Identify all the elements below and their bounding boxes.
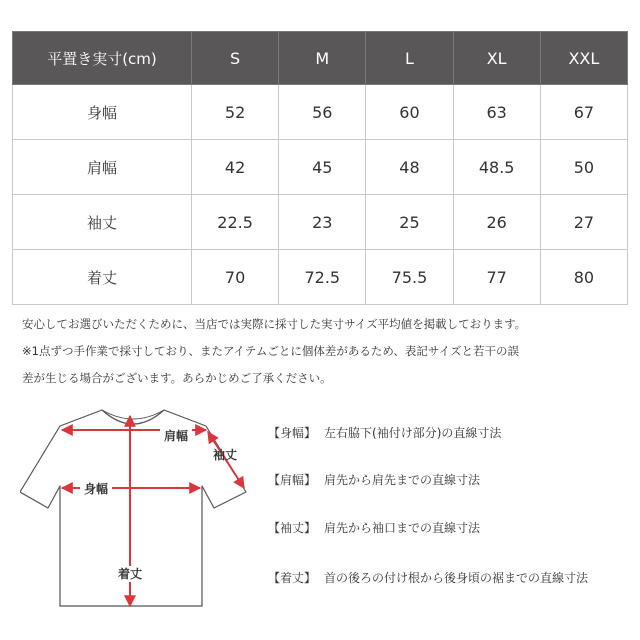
table-row bbox=[13, 250, 628, 305]
table-cell: 63 bbox=[453, 85, 540, 140]
header-size-xl: XL bbox=[453, 32, 540, 85]
row-label: 身幅 bbox=[13, 85, 192, 140]
table-cell: 52 bbox=[192, 85, 279, 140]
legend-desc: 左右脇下(袖付け部分)の直線寸法 bbox=[324, 426, 502, 440]
note-line: 差が生じる場合がございます。あらかじめご了承ください。 bbox=[22, 371, 332, 385]
header-size-s: S bbox=[192, 32, 279, 85]
table-cell: 23 bbox=[279, 195, 366, 250]
note-line: 安心してお選びいただくために、当店では実際に採寸した実寸サイズ平均値を掲載しております。 bbox=[22, 317, 527, 331]
legend-tag: 【肩幅】 bbox=[268, 473, 317, 487]
legend-tag: 【袖丈】 bbox=[268, 521, 317, 535]
table-cell: 25 bbox=[366, 195, 453, 250]
table-cell: 60 bbox=[366, 85, 453, 140]
legend-item-mihaba bbox=[268, 424, 501, 441]
table-cell: 80 bbox=[540, 250, 627, 305]
table-cell: 56 bbox=[279, 85, 366, 140]
legend-desc: 肩先から肩先までの直線寸法 bbox=[324, 473, 481, 487]
note-line: ※1点ずつ手作業で採寸しており、またアイテムごとに個体差があるため、表記サイズと若干の誤 bbox=[22, 344, 519, 358]
table-cell: 67 bbox=[540, 85, 627, 140]
table-cell: 50 bbox=[540, 140, 627, 195]
legend-item-kitake bbox=[268, 569, 588, 586]
sodetake-label: 袖丈 bbox=[212, 448, 238, 462]
table-row bbox=[13, 195, 628, 250]
table-row bbox=[13, 85, 628, 140]
header-size-l: L bbox=[366, 32, 453, 85]
legend-tag: 【着丈】 bbox=[268, 571, 317, 585]
table-cell: 45 bbox=[279, 140, 366, 195]
legend-tag: 【身幅】 bbox=[268, 426, 317, 440]
table-cell: 77 bbox=[453, 250, 540, 305]
measurement-note bbox=[22, 311, 622, 392]
kitake-label: 着丈 bbox=[117, 567, 143, 581]
legend-item-sodetake bbox=[268, 519, 480, 536]
table-cell: 75.5 bbox=[366, 250, 453, 305]
row-label: 肩幅 bbox=[13, 140, 192, 195]
row-label: 袖丈 bbox=[13, 195, 192, 250]
header-measure: 平置き実寸(cm) bbox=[13, 32, 192, 85]
table-cell: 72.5 bbox=[279, 250, 366, 305]
legend-item-katahaba bbox=[268, 471, 480, 488]
legend-desc: 肩先から袖口までの直線寸法 bbox=[324, 521, 481, 535]
legend-desc: 首の後ろの付け根から後身頃の裾までの直線寸法 bbox=[324, 571, 589, 585]
table-cell: 48.5 bbox=[453, 140, 540, 195]
table-header-row bbox=[13, 32, 628, 85]
row-label: 着丈 bbox=[13, 250, 192, 305]
header-size-xxl: XXL bbox=[540, 32, 627, 85]
size-table bbox=[12, 31, 628, 305]
tshirt-diagram bbox=[20, 400, 260, 625]
katahaba-label: 肩幅 bbox=[163, 429, 189, 443]
table-cell: 22.5 bbox=[192, 195, 279, 250]
table-cell: 27 bbox=[540, 195, 627, 250]
table-cell: 42 bbox=[192, 140, 279, 195]
table-row bbox=[13, 140, 628, 195]
table-cell: 26 bbox=[453, 195, 540, 250]
table-cell: 70 bbox=[192, 250, 279, 305]
table-cell: 48 bbox=[366, 140, 453, 195]
header-size-m: M bbox=[279, 32, 366, 85]
mihaba-label: 身幅 bbox=[83, 482, 109, 496]
